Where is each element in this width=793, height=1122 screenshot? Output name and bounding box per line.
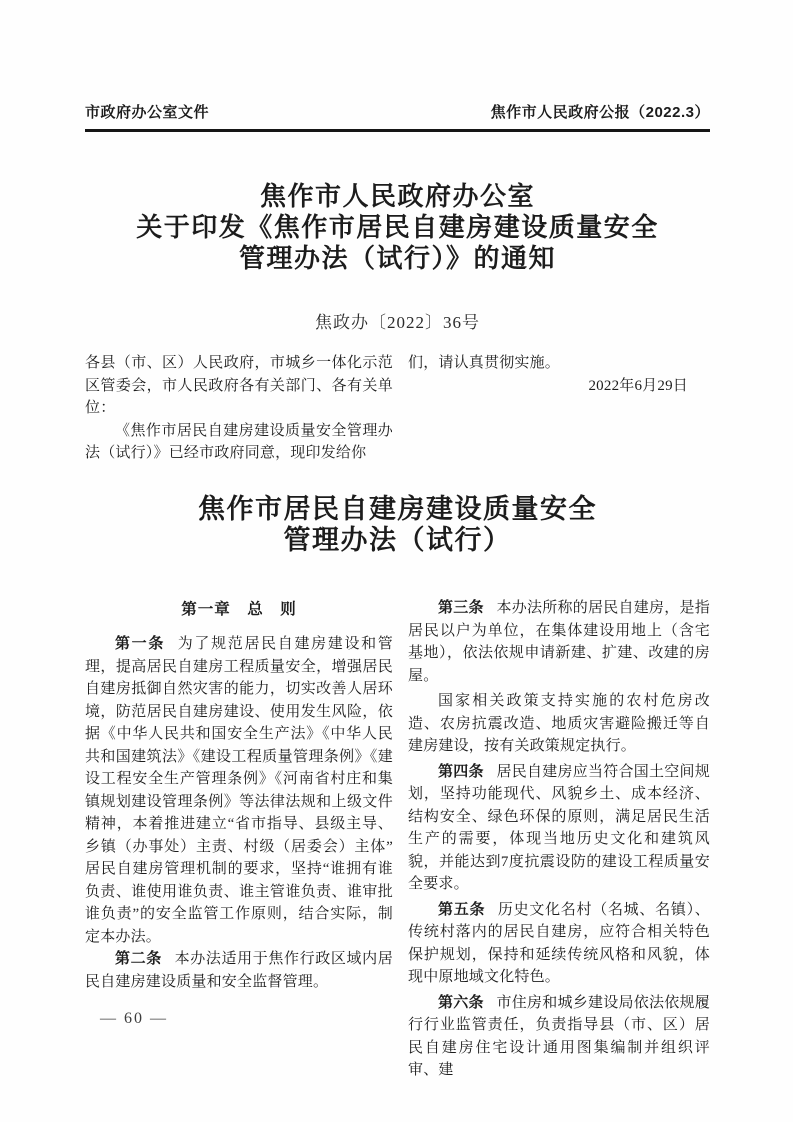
issue-date: 2022年6月29日 [588, 377, 688, 394]
body-left-column [85, 633, 393, 993]
header-left-label: 市政府办公室文件 [85, 104, 210, 121]
article-6 [408, 992, 710, 1082]
article-5 [408, 899, 710, 989]
article-3-paragraph-2-text: 国家相关政策支持实施的农村危房改造、农房抗震改造、地质灾害避险搬迁等自建房建设，按有关政策规定执行。 [408, 693, 710, 754]
intro-paragraph-salutation: 各县（市、区）人民政府，市城乡一体化示范区管委会，市人民政府各有关部门、各有关单位： [85, 355, 393, 416]
article-3-paragraph-2 [408, 690, 710, 758]
notice-title-line-2: 关于印发《焦作市居民自建房建设质量安全 [136, 213, 659, 242]
article-3-text: 本办法所称的居民自建房，是指居民以户为单位，在集体建设用地上（含宅基地），依法依规申请新建、扩建、改建的房屋。 [408, 600, 710, 684]
notice-title-line-1: 焦作市人民政府办公室 [259, 182, 535, 211]
article-2-text: 本办法适用于焦作行政区域内居民自建房建设质量和安全监督管理。 [85, 951, 393, 990]
intro-paragraph-body: 《焦作市居民自建房建设质量安全管理办法（试行）》已经市政府同意，现印发给你 [85, 422, 393, 461]
article-5-text: 历史文化名村（名城、名镇）、传统村落内的居民自建房，应符合相关特色保护规划，保持和延续传统风格和风貌，体现中原地域文化特色。 [408, 901, 710, 985]
header-rule [85, 129, 710, 132]
intro-paragraph-continuation: 们，请认真贯彻实施。 [408, 355, 561, 371]
article-4-label: 第四条 [438, 762, 484, 780]
intro-right-column [408, 352, 710, 397]
article-2 [85, 948, 393, 993]
article-4 [408, 761, 710, 896]
body-right-column [408, 597, 710, 1082]
regulation-title-line-1: 焦作市居民自建房建设质量安全 [198, 494, 597, 524]
article-1-label: 第一条 [115, 635, 166, 652]
header-right-label: 焦作市人民政府公报（2022.3） [490, 104, 710, 121]
regulation-title-line-2: 管理办法（试行） [283, 525, 512, 555]
page-header [85, 101, 710, 122]
chapter-heading: 第一章 总 则 [181, 601, 297, 618]
regulation-title [85, 494, 710, 556]
article-4-text: 居民自建房应当符合国土空间规划，坚持功能现代、风貌乡土、成本经济、结构安全、绿色环保的原则，满足居民生活生产的需要，体现当地历史文化和建筑风貌，并能达到7度抗震设防的建设工程质量安全要求。 [408, 763, 710, 892]
article-1 [85, 633, 393, 948]
article-3 [408, 597, 710, 687]
article-6-label: 第六条 [438, 993, 484, 1011]
article-6-text: 市住房和城乡建设局依法依规履行行业监管责任，负责指导县（市、区）居民自建房住宅设计通用图集编制并组织评审、建 [408, 994, 710, 1078]
document-number: 焦政办〔2022〕36号 [315, 313, 480, 332]
article-2-label: 第二条 [115, 950, 162, 967]
article-5-label: 第五条 [438, 900, 486, 918]
notice-title-line-3: 管理办法（试行）》的通知 [238, 244, 556, 273]
intro-left-column [85, 352, 393, 465]
page-number: — 60 — [100, 1010, 168, 1027]
article-3-label: 第三条 [438, 599, 484, 616]
article-1-text: 为了规范居民自建房建设和管理，提高居民自建房工程质量安全，增强居民自建房抵御自然灾害的能力，切实改善人居环境，防范居民自建房建设、使用发生风险，依据《中华人民共和国安全生产法》《中华人民共和国建筑法》《建设工程质量管理条例》《建设工程安全生产管理条例》《河南省村庄和集镇规划建设管理条例》等法律法规和上级文件精神，本着推进建立“省市指导、县级主导、乡镇（办事处）主责、村级（居委会）主体”居民自建房管理机制的要求，坚持“谁拥有谁负责、谁使用谁负责、谁主管谁负责、谁审批谁负责”的安全监管工作原则，结合实际，制定本办法。 [85, 636, 393, 945]
notice-title [85, 181, 710, 274]
